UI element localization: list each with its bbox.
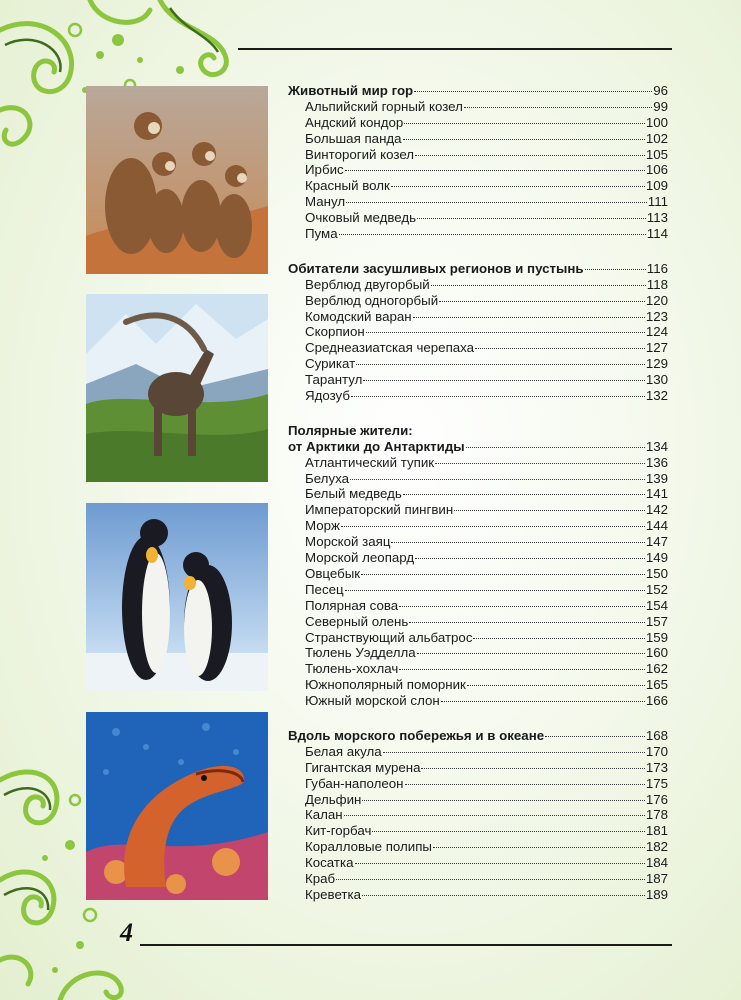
toc-entry[interactable] xyxy=(288,486,668,502)
entry-page: 170 xyxy=(645,743,668,759)
dot-leader xyxy=(415,155,645,156)
entry-label: Губан-наполеон xyxy=(305,775,404,791)
dot-leader xyxy=(475,348,645,349)
toc-entry[interactable] xyxy=(288,871,668,887)
toc-entry[interactable] xyxy=(288,340,668,356)
toc-entry[interactable] xyxy=(288,614,668,630)
dot-leader xyxy=(362,800,644,801)
toc-entry[interactable] xyxy=(288,178,668,194)
entry-page: 176 xyxy=(645,791,668,807)
dot-leader xyxy=(336,879,645,880)
entry-page: 136 xyxy=(645,454,668,470)
dot-leader xyxy=(441,701,645,702)
entry-label: Северный олень xyxy=(305,613,409,629)
entry-page: 178 xyxy=(645,807,668,823)
toc-entry[interactable] xyxy=(288,630,668,646)
toc-entry[interactable] xyxy=(288,550,668,566)
entry-label: Морской леопард xyxy=(305,550,415,566)
entry-page: 139 xyxy=(645,470,668,486)
entry-page: 132 xyxy=(645,388,668,404)
section-heading-row[interactable] xyxy=(288,728,668,744)
dot-leader xyxy=(391,186,645,187)
toc-entry[interactable] xyxy=(288,388,668,404)
dot-leader xyxy=(439,301,645,302)
toc-entry[interactable] xyxy=(288,99,668,115)
entry-label: Кит-горбач xyxy=(305,823,372,839)
entry-page: 106 xyxy=(645,162,668,178)
toc-entry[interactable] xyxy=(288,744,668,760)
toc-entry[interactable] xyxy=(288,162,668,178)
dot-leader xyxy=(350,479,645,480)
entry-page: 150 xyxy=(645,565,668,581)
entry-label: Верблюд одногорбый xyxy=(305,292,439,308)
entry-label: Тюлень Уэдделла xyxy=(305,645,416,661)
toc-entry[interactable] xyxy=(288,131,668,147)
dot-leader xyxy=(473,638,644,639)
entry-label: Ядозуб xyxy=(305,388,350,404)
entry-page: 124 xyxy=(645,324,668,340)
entry-label: Морж xyxy=(305,518,340,534)
section-heading-row[interactable] xyxy=(288,439,668,455)
dot-leader xyxy=(433,847,645,848)
top-rule xyxy=(238,48,672,50)
entry-label: Гигантская мурена xyxy=(305,759,421,775)
toc-entry[interactable] xyxy=(288,566,668,582)
table-of-contents xyxy=(288,83,668,903)
dot-leader xyxy=(399,606,645,607)
entry-page: 160 xyxy=(645,645,668,661)
entry-page: 123 xyxy=(645,308,668,324)
entry-label: Белуха xyxy=(305,470,349,486)
section-page: 168 xyxy=(645,727,668,743)
toc-entry[interactable] xyxy=(288,887,668,903)
entry-label: Комодский варан xyxy=(305,308,412,324)
dot-leader xyxy=(466,447,645,448)
entry-label: Тарантул xyxy=(305,372,363,388)
dot-leader xyxy=(585,269,646,270)
toc-section-mountains xyxy=(288,83,668,242)
entry-page: 99 xyxy=(653,98,668,114)
toc-entry[interactable] xyxy=(288,645,668,661)
dot-leader xyxy=(339,234,646,235)
entry-label: Андский кондор xyxy=(305,114,404,130)
entry-label: Очковый медведь xyxy=(305,210,417,226)
entry-page: 166 xyxy=(645,693,668,709)
entry-label: Белый медведь xyxy=(305,486,402,502)
entry-page: 149 xyxy=(645,550,668,566)
entry-page: 182 xyxy=(645,839,668,855)
toc-entry[interactable] xyxy=(288,677,668,693)
section-title: Обитатели засушливых регионов и пустынь xyxy=(288,260,584,276)
toc-entry[interactable] xyxy=(288,210,668,226)
section-title: Вдоль морского побережья и в океане xyxy=(288,727,545,743)
entry-label: Калан xyxy=(305,807,343,823)
entry-page: 144 xyxy=(645,518,668,534)
dot-leader xyxy=(417,218,646,219)
section-page: 134 xyxy=(645,438,668,454)
toc-entry[interactable] xyxy=(288,324,668,340)
dot-leader xyxy=(415,558,645,559)
entry-page: 187 xyxy=(645,870,668,886)
dot-leader xyxy=(409,622,645,623)
entry-label: Тюлень-хохлач xyxy=(305,661,399,677)
penguins-photo xyxy=(86,503,268,691)
entry-label: Странствующий альбатрос xyxy=(305,629,473,645)
toc-entry[interactable] xyxy=(288,226,668,242)
section-page: 116 xyxy=(646,260,668,276)
moray-eel-photo xyxy=(86,712,268,900)
section-title-line1: Полярные жители: xyxy=(288,422,413,438)
entry-page: 118 xyxy=(646,276,668,292)
entry-page: 105 xyxy=(645,146,668,162)
entry-label: Среднеазиатская черепаха xyxy=(305,340,475,356)
toc-entry[interactable] xyxy=(288,455,668,471)
toc-entry[interactable] xyxy=(288,760,668,776)
section-title: Животный мир гор xyxy=(288,83,414,98)
entry-page: 113 xyxy=(646,210,668,226)
entry-page: 142 xyxy=(645,502,668,518)
entry-label: Косатка xyxy=(305,855,354,871)
dot-leader xyxy=(403,494,645,495)
entry-label: Пума xyxy=(305,226,338,242)
entry-page: 102 xyxy=(645,130,668,146)
entry-label: Креветка xyxy=(305,886,361,902)
entry-label: Овцебык xyxy=(305,565,361,581)
entry-label: Верблюд двугорбый xyxy=(305,276,430,292)
dot-leader xyxy=(372,831,644,832)
entry-page: 127 xyxy=(645,340,668,356)
entry-label: Манул xyxy=(305,194,346,210)
entry-label: Большая панда xyxy=(305,130,402,146)
section-heading-row[interactable] xyxy=(288,83,668,99)
entry-page: 111 xyxy=(647,194,668,210)
toc-entry[interactable] xyxy=(288,855,668,871)
entry-page: 159 xyxy=(645,629,668,645)
dot-leader xyxy=(404,123,645,124)
toc-entry[interactable] xyxy=(288,518,668,534)
entry-label: Скорпион xyxy=(305,324,365,340)
toc-entry[interactable] xyxy=(288,661,668,677)
entry-page: 114 xyxy=(646,226,668,242)
dot-leader xyxy=(421,768,644,769)
entry-page: 165 xyxy=(645,677,668,693)
entry-page: 184 xyxy=(645,855,668,871)
toc-entry[interactable] xyxy=(288,776,668,792)
page-number: 4 xyxy=(120,918,133,947)
dot-leader xyxy=(417,653,645,654)
entry-label: Коралловые полипы xyxy=(305,839,432,855)
toc-entry[interactable] xyxy=(288,372,668,388)
dot-leader xyxy=(344,815,645,816)
dot-leader xyxy=(545,736,645,737)
entry-label: Южнополярный поморник xyxy=(305,677,466,693)
dot-leader xyxy=(345,170,645,171)
dot-leader xyxy=(345,590,645,591)
meerkats-photo xyxy=(86,86,268,274)
dot-leader xyxy=(346,202,647,203)
toc-entry[interactable] xyxy=(288,534,668,550)
entry-page: 141 xyxy=(645,486,668,502)
dot-leader xyxy=(362,895,645,896)
dot-leader xyxy=(467,685,645,686)
entry-page: 152 xyxy=(645,581,668,597)
entry-page: 109 xyxy=(645,178,668,194)
entry-page: 129 xyxy=(645,356,668,372)
toc-entry[interactable] xyxy=(288,823,668,839)
entry-page: 157 xyxy=(645,613,668,629)
dot-leader xyxy=(405,784,645,785)
toc-entry[interactable] xyxy=(288,582,668,598)
dot-leader xyxy=(356,364,645,365)
entry-page: 100 xyxy=(645,114,668,130)
entry-label: Южный морской слон xyxy=(305,693,440,709)
dot-leader xyxy=(414,91,652,92)
entry-label: Краб xyxy=(305,870,336,886)
toc-section-polar xyxy=(288,423,668,709)
dot-leader xyxy=(361,574,645,575)
entry-label: Дельфин xyxy=(305,791,362,807)
entry-page: 189 xyxy=(645,886,668,902)
entry-page: 120 xyxy=(645,292,668,308)
entry-label: Императорский пингвин xyxy=(305,502,454,518)
dot-leader xyxy=(413,317,645,318)
entry-label: Полярная сова xyxy=(305,597,399,613)
dot-leader xyxy=(351,396,645,397)
entry-label: Красный волк xyxy=(305,178,390,194)
toc-entry[interactable] xyxy=(288,792,668,808)
entry-page: 173 xyxy=(645,759,668,775)
dot-leader xyxy=(383,752,645,753)
entry-label: Белая акула xyxy=(305,743,382,759)
toc-entry[interactable] xyxy=(288,807,668,823)
toc-section-deserts xyxy=(288,261,668,404)
entry-page: 154 xyxy=(645,597,668,613)
dot-leader xyxy=(435,463,645,464)
toc-section-ocean xyxy=(288,728,668,903)
dot-leader xyxy=(355,863,645,864)
ibex-photo xyxy=(86,294,268,482)
entry-page: 130 xyxy=(645,372,668,388)
dot-leader xyxy=(464,107,652,108)
dot-leader xyxy=(366,332,645,333)
toc-entry[interactable] xyxy=(288,277,668,293)
entry-label: Альпийский горный козел xyxy=(305,98,463,114)
entry-page: 162 xyxy=(645,661,668,677)
toc-entry[interactable] xyxy=(288,839,668,855)
entry-label: Атлантический тупик xyxy=(305,454,435,470)
toc-entry[interactable] xyxy=(288,598,668,614)
section-page: 96 xyxy=(653,83,668,98)
entry-label: Ирбис xyxy=(305,162,344,178)
entry-page: 175 xyxy=(645,775,668,791)
dot-leader xyxy=(391,542,644,543)
toc-entry[interactable] xyxy=(288,147,668,163)
dot-leader xyxy=(431,285,646,286)
bottom-rule xyxy=(140,944,672,946)
dot-leader xyxy=(363,380,644,381)
toc-entry[interactable] xyxy=(288,693,668,709)
entry-label: Морской заяц xyxy=(305,534,391,550)
toc-entry[interactable] xyxy=(288,502,668,518)
entry-label: Песец xyxy=(305,581,344,597)
toc-entry[interactable] xyxy=(288,115,668,131)
toc-entry[interactable] xyxy=(288,309,668,325)
entry-label: Сурикат xyxy=(305,356,356,372)
dot-leader xyxy=(341,526,645,527)
entry-label: Винторогий козел xyxy=(305,146,415,162)
toc-entry[interactable] xyxy=(288,293,668,309)
dot-leader xyxy=(399,669,645,670)
dot-leader xyxy=(454,510,645,511)
toc-entry[interactable] xyxy=(288,356,668,372)
toc-entry[interactable] xyxy=(288,471,668,487)
dot-leader xyxy=(403,139,645,140)
section-title: от Арктики до Антарктиды xyxy=(288,438,465,454)
entry-page: 147 xyxy=(645,534,668,550)
toc-entry[interactable] xyxy=(288,194,668,210)
entry-page: 181 xyxy=(645,823,668,839)
section-heading-row[interactable] xyxy=(288,261,668,277)
